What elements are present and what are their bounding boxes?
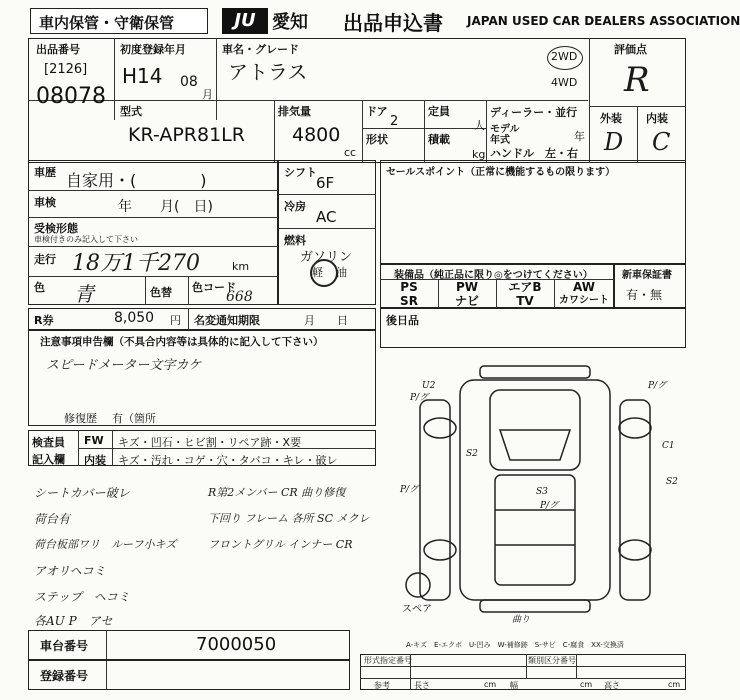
hand-note-2: 荷台有 (34, 512, 71, 526)
reg-month: 08 (180, 74, 198, 90)
sales-point-label: セールスポイント（正常に機能するもの限ります） (386, 167, 616, 178)
hand-note-7: R第2メンバー CR 曲り修復 (208, 486, 346, 499)
logo-text: JU (234, 10, 256, 31)
equip-ps: PS (400, 280, 418, 294)
cc-unit: cc (344, 146, 357, 159)
door-label: ドア (366, 105, 388, 118)
rear-item-label: 後日品 (386, 314, 419, 327)
diagram-wheel-rl (424, 540, 456, 560)
interior-row-label: 内装 (84, 454, 106, 467)
mark-s2-left: S2 (466, 449, 478, 459)
mark-bend: 曲り (512, 615, 531, 625)
ac-value: AC (316, 208, 337, 226)
diagram-right-side (620, 400, 650, 600)
shift-value: 6F (316, 174, 335, 192)
fw-items: キズ・凹石・ヒビ割・リペア跡・X要 (118, 436, 302, 449)
accept-label: 受検形態 (34, 222, 78, 235)
diagram-spare-tire (406, 573, 430, 597)
association-name: JAPAN USED CAR DEALERS ASSOCIATION (467, 14, 740, 28)
storage-box (30, 8, 208, 34)
hand-note-8: 下回り フレーム 各所 SC メクレ (208, 512, 370, 525)
shape-label: 形状 (366, 133, 388, 146)
mark-pug1: P/グ (410, 393, 429, 403)
lot-label: 出品番号 (36, 43, 80, 56)
r-ticket-value: 8,050 (114, 310, 155, 326)
kg-unit: kg (472, 148, 486, 161)
mark-c1: C1 (662, 441, 675, 451)
inspection-label: 車検 (34, 196, 56, 209)
color-label: 色 (34, 281, 45, 294)
hand-note-1: シートカバー破レ (34, 486, 130, 500)
damage-legend: A-キズ E-エクボ U-凹み W-補修跡 S-サビ C-腐食 XX-交換済 (406, 641, 624, 649)
accept-note: 車検付きのみ記入して下さい (34, 235, 138, 244)
warranty-value: 有・無 (626, 288, 663, 302)
load-label: 積載 (428, 133, 450, 146)
hand-note-6: 各AU P アセ (34, 614, 113, 628)
reference-label: 参考 (374, 681, 390, 690)
brand-label: 愛知 (272, 12, 308, 33)
hand-note-5: ステップ ヘコミ (34, 590, 130, 604)
reg-era: H14 (122, 64, 163, 88)
hand-note-9: フロントグリル インナー CR (208, 538, 353, 551)
model-code: KR-APR81LR (128, 124, 245, 146)
history-label: 車歴 (34, 166, 56, 179)
model-label: 型式 (120, 105, 142, 118)
month-unit: 月 (202, 88, 213, 101)
notes-line1: スピードメーター文字カケ (46, 358, 202, 373)
history-value: 自家用・( ) (66, 171, 207, 190)
equip-airbag: エアB (508, 280, 542, 294)
chassis-value: 7000050 (196, 634, 277, 655)
mark-u2: U2 (422, 381, 436, 391)
ac-label: 冷房 (284, 200, 306, 213)
dim-width-unit: cm (580, 680, 593, 689)
mark-pug4: P/グ (648, 381, 667, 391)
fuel-oil: 油 (336, 266, 347, 279)
fuel-gasoline: ガソリン (300, 250, 353, 265)
color-change-label: 色替 (150, 286, 172, 299)
4wd-label: 4WD (551, 76, 578, 89)
interior-label: 内装 (646, 112, 668, 125)
lot-number: 08078 (36, 84, 106, 109)
spec-number-label: 形式指定番号 (364, 656, 412, 665)
model-year-label: モデル 年式 (490, 124, 520, 146)
equip-tv: TV (516, 294, 534, 308)
interior-grade: C (652, 128, 671, 156)
mileage-label: 走行 (34, 253, 56, 266)
equipment-label: 装備品（純正品に限り◎をつけてください） (394, 270, 593, 281)
diagram-bed (495, 475, 575, 585)
grade-value: R (624, 60, 650, 100)
lot-bracket: [2126] (44, 62, 88, 77)
color-code-value: 668 (226, 289, 253, 305)
equip-leather: カワシート (559, 295, 609, 306)
car-diagram (400, 360, 690, 630)
diagram-windshield (500, 430, 570, 460)
notes-title: 注意事項申告欄（不具合内容等は具体的に記入して下さい） (40, 336, 324, 348)
fuel-light: 軽 (312, 266, 323, 279)
displacement-value: 4800 (292, 124, 341, 146)
yen-unit: 円 (170, 314, 181, 327)
fuel-label: 燃料 (284, 234, 306, 247)
spare-label: スペア (402, 604, 432, 615)
handle-label: ハンドル 左・右 (490, 147, 578, 160)
fw-label: FW (84, 434, 104, 447)
diagram-body-outline (460, 380, 610, 600)
year-unit: 年 (574, 130, 585, 143)
inspection-value: 年 月( 日) (118, 199, 213, 215)
deadline-value: 月 日 (304, 314, 348, 327)
reg-label: 初度登録年月 (120, 43, 186, 56)
mark-pug2: P/グ (400, 485, 419, 495)
hand-note-4: アオリヘコミ (34, 564, 106, 578)
registration-label: 登録番号 (40, 669, 89, 683)
equip-navi: ナビ (454, 294, 479, 308)
name-label: 車名・グレード (222, 43, 299, 56)
rear-item-box (380, 308, 686, 348)
class-number-label: 類別区分番号 (528, 656, 576, 665)
interior-items: キズ・汚れ・コゲ・穴・タバコ・キレ・破レ (118, 454, 338, 467)
dim-height: 高さ (604, 681, 620, 690)
person-unit: 人 (474, 119, 485, 132)
diagram-rear-bumper (480, 600, 590, 612)
color-value: 青 (74, 282, 94, 306)
grade-label: 評価点 (614, 43, 647, 56)
km-unit: km (232, 260, 250, 273)
color-code-label: 色コード (192, 281, 236, 294)
equipment-grid (380, 280, 614, 308)
car-name: アトラス (228, 60, 308, 84)
r-ticket-label: R券 (34, 314, 54, 327)
form-title: 出品申込書 (343, 11, 443, 35)
door-value: 2 (390, 114, 399, 129)
warranty-label: 新車保証書 (622, 270, 672, 281)
equip-pw: PW (455, 280, 479, 294)
ju-logo (222, 8, 268, 34)
inspector-label1: 検査員 (32, 436, 65, 449)
2wd-label: 2WD (551, 50, 578, 63)
equip-aw: AW (573, 280, 595, 294)
diagram-wheel-fr (619, 418, 651, 438)
equip-sr: SR (400, 294, 418, 308)
displacement-label: 排気量 (278, 105, 311, 118)
mark-s3: S3 (536, 487, 548, 497)
mark-pug3: P/グ (540, 501, 559, 511)
diagram-wheel-fl (424, 418, 456, 438)
repair-label: 修復歴 (64, 412, 97, 425)
dim-width: 幅 (510, 681, 518, 690)
shift-label: シフト (284, 166, 317, 179)
diagram-front-bumper (480, 366, 590, 378)
diagram-wheel-rr (619, 540, 651, 560)
dim-length: 長さ (414, 681, 430, 690)
mileage-value: 18万1千270 (72, 251, 200, 276)
hand-note-3: 荷台板部ワリ ルーフ小キズ (34, 538, 177, 551)
chassis-label: 車台番号 (40, 639, 89, 653)
capacity-label: 定員 (428, 105, 450, 118)
mark-s2-right: S2 (666, 477, 678, 487)
deadline-label: 名変通知期限 (194, 314, 260, 327)
inspector-label2: 記入欄 (32, 453, 65, 466)
repair-value: 有（箇所 (112, 412, 156, 425)
dim-length-unit: cm (484, 680, 497, 689)
exterior-label: 外装 (600, 112, 622, 125)
dealer-label: ディーラー・並行 (490, 106, 578, 119)
dim-height-unit: cm (668, 680, 681, 689)
exterior-grade: D (604, 128, 624, 156)
storage-label: 車内保管・守衛保管 (39, 14, 175, 32)
